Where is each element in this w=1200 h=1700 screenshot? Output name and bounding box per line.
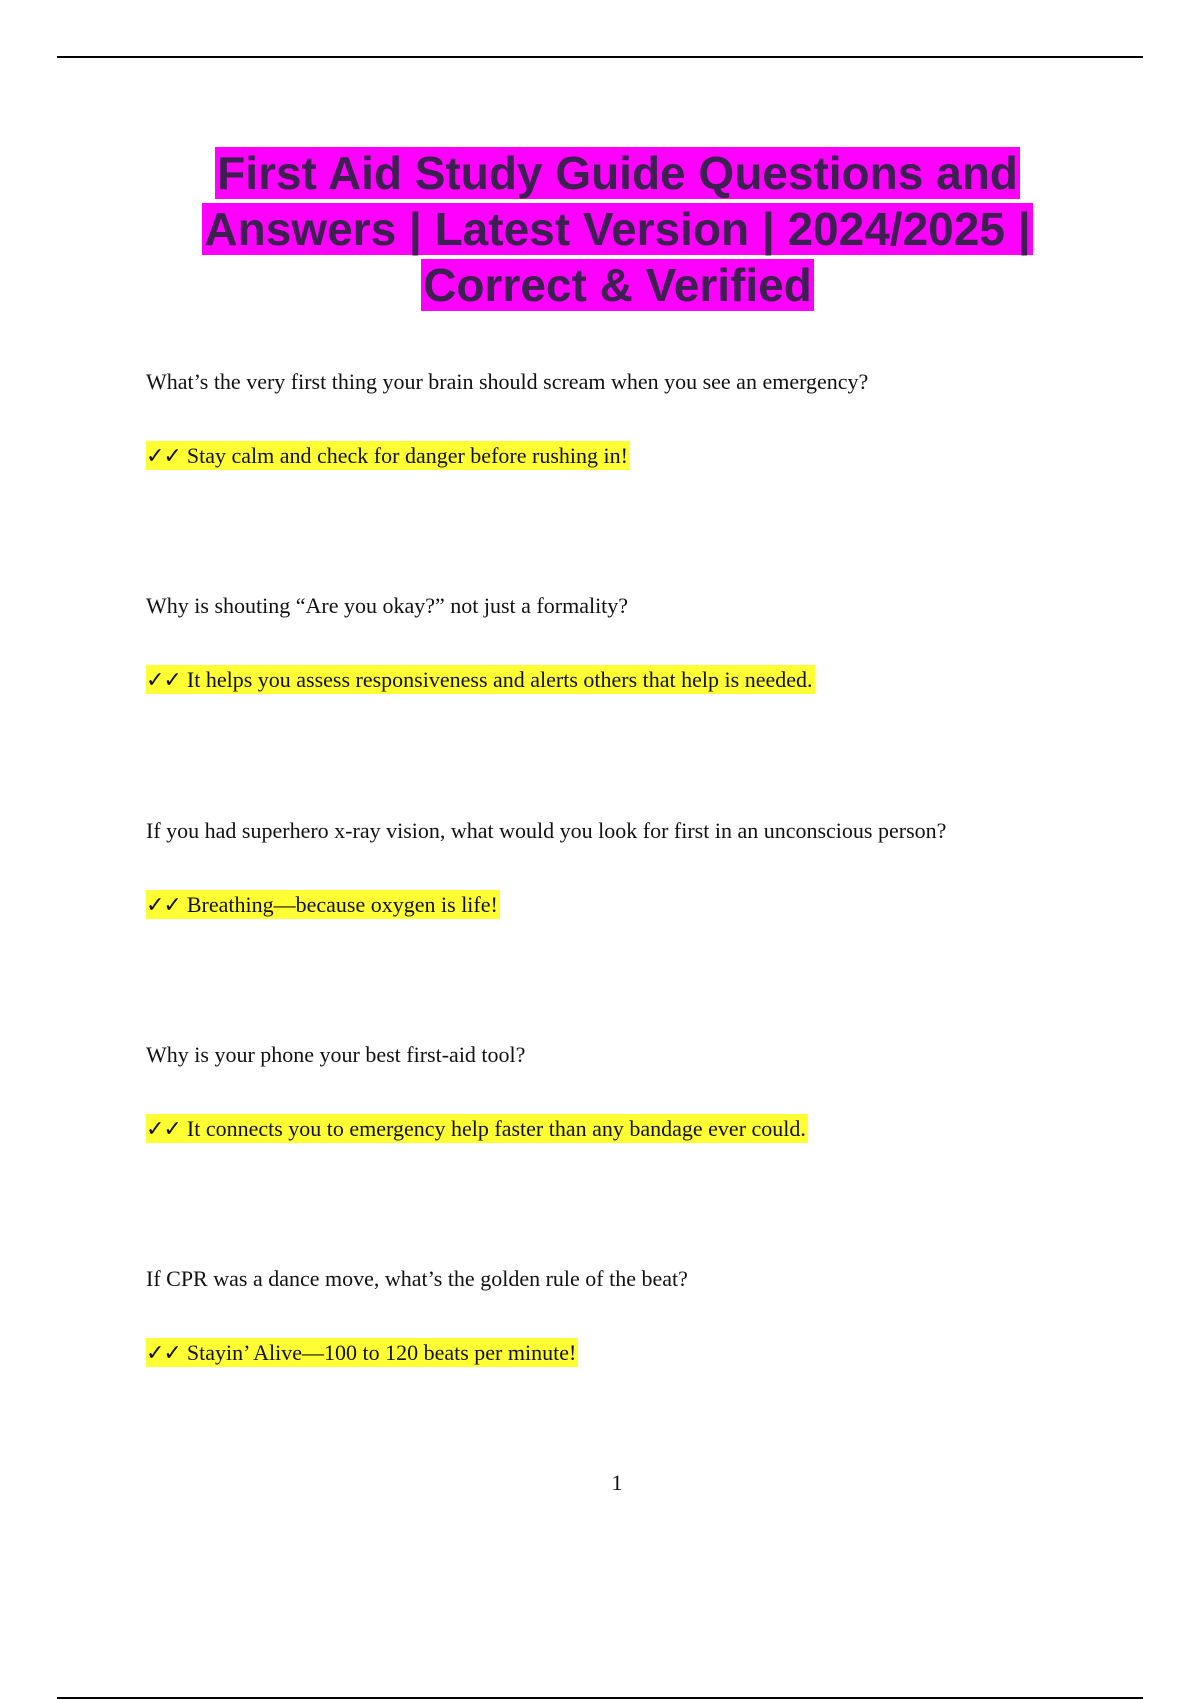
top-rule (57, 56, 1143, 58)
question-3: If you had superhero x-ray vision, what would you look for first in an unconscious person? (146, 818, 947, 843)
question-2: Why is shouting “Are you okay?” not just a formality? (146, 593, 629, 618)
answer-1-text: Stay calm and check for danger before rushing in! (186, 443, 628, 468)
double-check-icon: ✓✓ (146, 1117, 181, 1142)
answer-3-text: Breathing—because oxygen is life! (186, 892, 498, 917)
title-text: First Aid Study Guide Questions and Answers | Latest Version | 2024/2025 | Correct & Verified (204, 147, 1031, 311)
answer-5 (146, 1339, 578, 1368)
double-check-icon: ✓✓ (146, 444, 181, 469)
double-check-icon: ✓✓ (146, 1341, 181, 1366)
question-4: Why is your phone your best first-aid tool? (146, 1042, 526, 1067)
double-check-icon: ✓✓ (146, 668, 181, 693)
bottom-rule (57, 1697, 1143, 1699)
document-title (170, 145, 1065, 313)
double-check-icon: ✓✓ (146, 893, 181, 918)
answer-4-text: It connects you to emergency help faster than any bandage ever could. (186, 1116, 806, 1141)
answer-2 (146, 666, 815, 695)
page-number: 1 (611, 1470, 623, 1495)
answer-1 (146, 442, 630, 471)
answer-5-text: Stayin’ Alive—100 to 120 beats per minute! (186, 1340, 577, 1365)
question-1: What’s the very first thing your brain should scream when you see an emergency? (146, 369, 869, 394)
answer-3 (146, 891, 500, 920)
answer-4 (146, 1115, 808, 1144)
question-5: If CPR was a dance move, what’s the golden rule of the beat? (146, 1266, 688, 1291)
answer-2-text: It helps you assess responsiveness and alerts others that help is needed. (186, 667, 813, 692)
